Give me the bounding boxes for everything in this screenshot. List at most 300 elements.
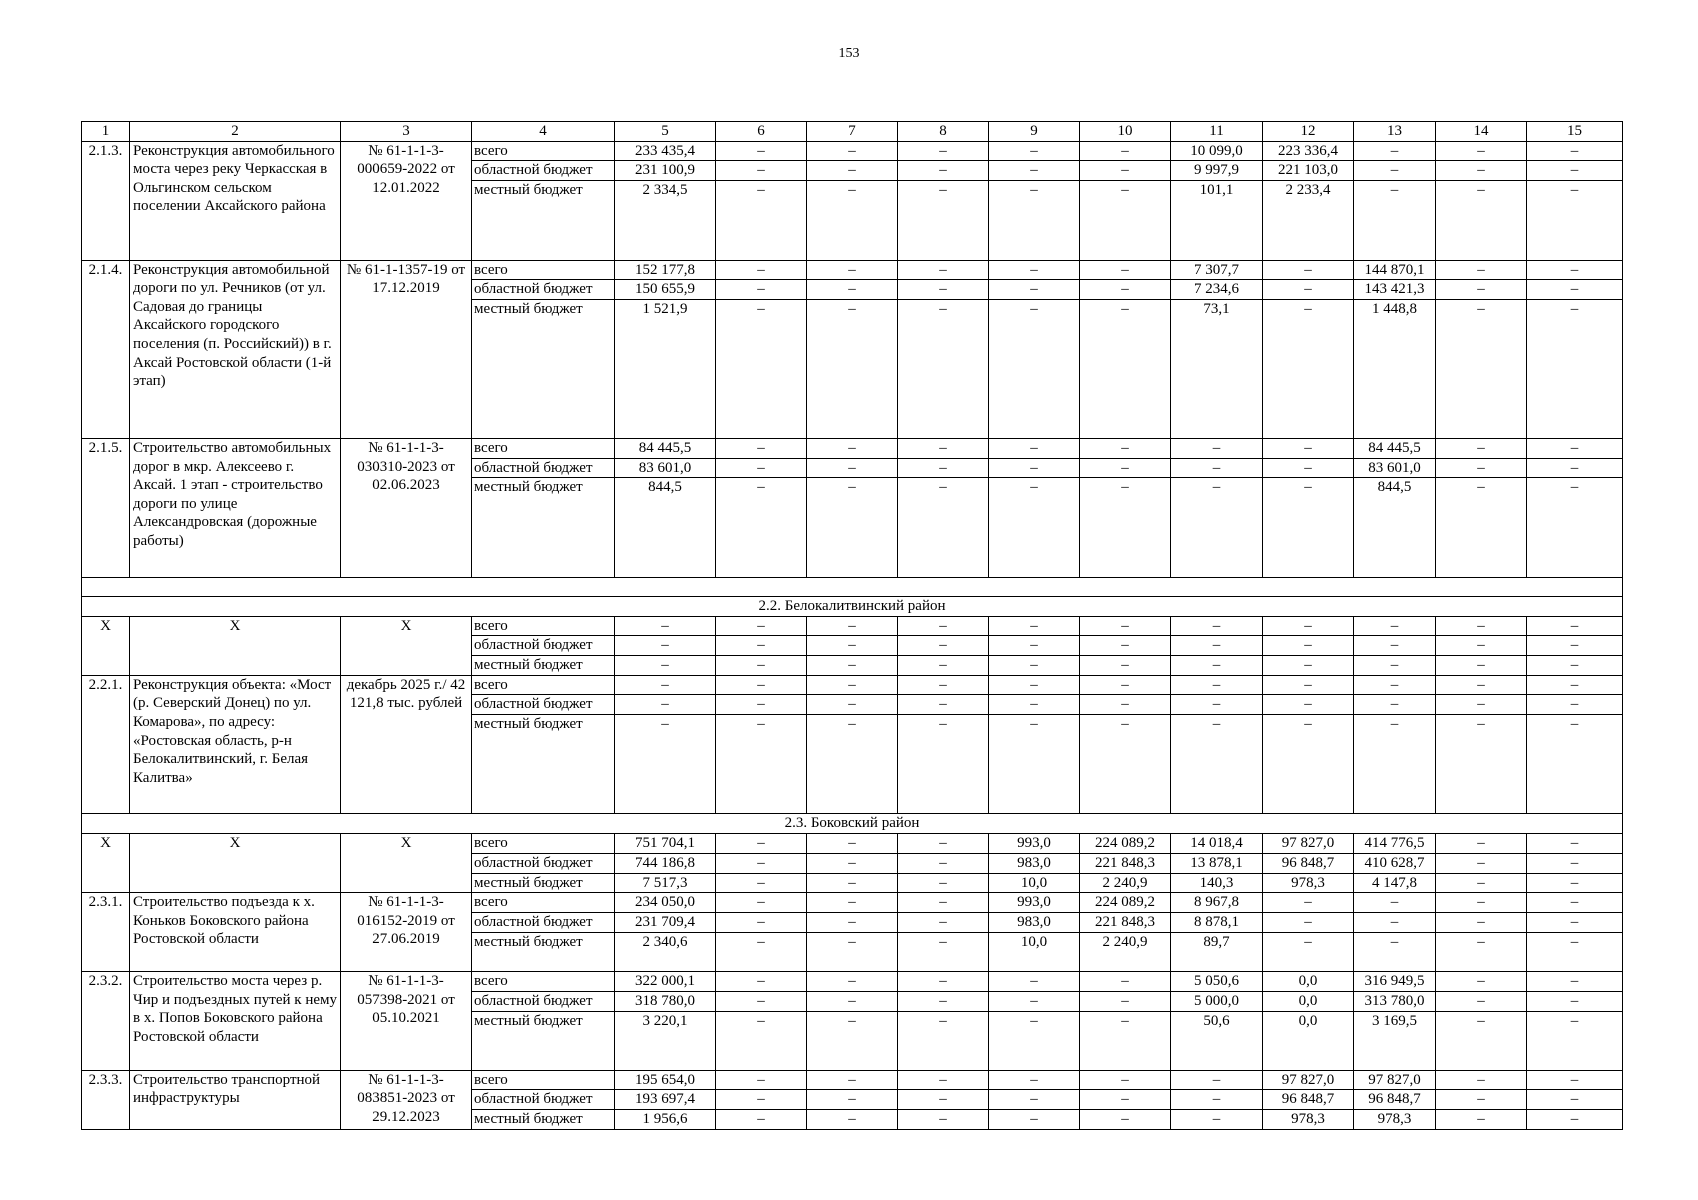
object-number: 2.2.1. [82, 675, 130, 813]
value-cell: 224 089,2 [1080, 893, 1171, 913]
value-cell: – [807, 280, 898, 300]
value-cell: – [716, 912, 807, 932]
value-cell: – [1354, 656, 1436, 676]
value-cell: – [1263, 478, 1354, 577]
value-cell: – [1080, 616, 1171, 636]
value-cell: 751 704,1 [615, 834, 716, 854]
value-cell: – [1171, 695, 1263, 715]
value-cell: – [716, 260, 807, 280]
value-cell: 7 234,6 [1171, 280, 1263, 300]
table-row [82, 675, 1623, 695]
value-cell: 4 147,8 [1354, 873, 1436, 893]
funding-source: областной бюджет [472, 1090, 615, 1110]
value-cell: – [807, 1110, 898, 1130]
value-cell: – [807, 695, 898, 715]
value-cell: – [1080, 438, 1171, 458]
value-cell: 1 956,6 [615, 1110, 716, 1130]
table-row [82, 834, 1623, 854]
value-cell: – [898, 675, 989, 695]
column-number-cell: 5 [615, 122, 716, 142]
value-cell: – [1527, 834, 1623, 854]
value-cell: – [1527, 299, 1623, 438]
value-cell: – [615, 675, 716, 695]
document-reference: № 61-1-1357-19 от 17.12.2019 [341, 260, 472, 438]
value-cell: – [898, 141, 989, 161]
value-cell: – [898, 695, 989, 715]
value-cell: 10 099,0 [1171, 141, 1263, 161]
funding-source: областной бюджет [472, 280, 615, 300]
value-cell: – [898, 181, 989, 261]
value-cell: 221 103,0 [1263, 161, 1354, 181]
value-cell: – [807, 675, 898, 695]
value-cell: – [807, 616, 898, 636]
value-cell: – [1527, 1110, 1623, 1130]
section-title: 2.3. Боковский район [82, 814, 1623, 834]
value-cell: – [716, 1090, 807, 1110]
value-cell: – [1354, 616, 1436, 636]
value-cell: – [1527, 260, 1623, 280]
value-cell: 83 601,0 [1354, 458, 1436, 478]
value-cell: – [1436, 834, 1527, 854]
funding-source: местный бюджет [472, 299, 615, 438]
funding-source: всего [472, 893, 615, 913]
value-cell: – [1527, 656, 1623, 676]
value-cell: – [898, 834, 989, 854]
value-cell: 89,7 [1171, 932, 1263, 972]
value-cell: – [1354, 181, 1436, 261]
object-number: X [82, 834, 130, 893]
funding-source: всего [472, 972, 615, 992]
value-cell: – [1436, 181, 1527, 261]
value-cell: – [989, 1011, 1080, 1070]
value-cell: – [989, 299, 1080, 438]
value-cell: – [1080, 991, 1171, 1011]
value-cell: – [1080, 695, 1171, 715]
value-cell: – [989, 280, 1080, 300]
value-cell: 10,0 [989, 932, 1080, 972]
funding-source: областной бюджет [472, 636, 615, 656]
value-cell: – [716, 181, 807, 261]
value-cell: – [1527, 675, 1623, 695]
value-cell: – [1527, 1090, 1623, 1110]
blank-cell [82, 577, 1623, 597]
value-cell: – [1263, 912, 1354, 932]
value-cell: – [716, 715, 807, 814]
value-cell: 9 997,9 [1171, 161, 1263, 181]
value-cell: 844,5 [1354, 478, 1436, 577]
table-row [82, 260, 1623, 280]
value-cell: 2 240,9 [1080, 873, 1171, 893]
value-cell: 8 967,8 [1171, 893, 1263, 913]
value-cell: – [1527, 161, 1623, 181]
object-name: Строительство моста через р. Чир и подъездных путей к нему в х. Попов Боковского района Ростовской области [130, 972, 341, 1070]
value-cell: – [1080, 972, 1171, 992]
value-cell: – [898, 715, 989, 814]
value-cell: – [989, 1090, 1080, 1110]
value-cell: 193 697,4 [615, 1090, 716, 1110]
value-cell: – [716, 972, 807, 992]
value-cell: – [989, 695, 1080, 715]
value-cell: – [716, 893, 807, 913]
funding-source: всего [472, 834, 615, 854]
value-cell: – [1080, 715, 1171, 814]
object-name: Строительство автомобильных дорог в мкр. Алексеево г. Аксай. 1 этап - строительство дороги по улице Александровская (дорожные работы) [130, 438, 341, 577]
value-cell: 844,5 [615, 478, 716, 577]
header-row [82, 122, 1623, 142]
value-cell: – [1171, 636, 1263, 656]
value-cell: – [1354, 161, 1436, 181]
value-cell: – [898, 972, 989, 992]
value-cell: – [898, 932, 989, 972]
value-cell: 143 421,3 [1354, 280, 1436, 300]
value-cell: 3 169,5 [1354, 1011, 1436, 1070]
object-number: 2.1.5. [82, 438, 130, 577]
value-cell: – [1263, 458, 1354, 478]
funding-source: всего [472, 260, 615, 280]
document-reference: № 61-1-1-3-083851-2023 от 29.12.2023 [341, 1070, 472, 1129]
value-cell: – [1080, 1070, 1171, 1090]
value-cell: – [1436, 458, 1527, 478]
table-row [82, 1070, 1623, 1090]
object-name: Реконструкция автомобильной дороги по ул. Речников (от ул. Садовая до границы Аксайского городского поселения (п. Российский)) в г. Аксай Ростовской области (1-й этап) [130, 260, 341, 438]
value-cell: – [1080, 478, 1171, 577]
value-cell: 96 848,7 [1354, 1090, 1436, 1110]
value-cell: – [1263, 656, 1354, 676]
value-cell: – [1527, 932, 1623, 972]
value-cell: – [898, 280, 989, 300]
value-cell: – [1354, 912, 1436, 932]
object-number: 2.1.4. [82, 260, 130, 438]
value-cell: 231 709,4 [615, 912, 716, 932]
value-cell: – [1527, 972, 1623, 992]
funding-source: местный бюджет [472, 1110, 615, 1130]
value-cell: – [716, 853, 807, 873]
value-cell: – [1527, 141, 1623, 161]
funding-source: всего [472, 616, 615, 636]
value-cell: 5 050,6 [1171, 972, 1263, 992]
value-cell: – [615, 695, 716, 715]
value-cell: – [1527, 695, 1623, 715]
value-cell: 322 000,1 [615, 972, 716, 992]
value-cell: 233 435,4 [615, 141, 716, 161]
value-cell: – [716, 161, 807, 181]
value-cell: – [1436, 1011, 1527, 1070]
value-cell: – [898, 438, 989, 458]
value-cell: – [1080, 1090, 1171, 1110]
value-cell: – [989, 675, 1080, 695]
document-reference: X [341, 616, 472, 675]
value-cell: – [1080, 1110, 1171, 1130]
funding-source: областной бюджет [472, 912, 615, 932]
value-cell: – [1436, 991, 1527, 1011]
value-cell: – [1436, 260, 1527, 280]
column-number-cell: 12 [1263, 122, 1354, 142]
value-cell: – [807, 715, 898, 814]
document-reference: № 61-1-1-3-000659-2022 от 12.01.2022 [341, 141, 472, 260]
value-cell: – [807, 1090, 898, 1110]
page-number: 153 [838, 46, 860, 61]
value-cell: – [807, 161, 898, 181]
value-cell: – [1263, 260, 1354, 280]
value-cell: – [1436, 932, 1527, 972]
value-cell: – [989, 458, 1080, 478]
value-cell: – [1263, 636, 1354, 656]
value-cell: – [1080, 141, 1171, 161]
value-cell: 2 233,4 [1263, 181, 1354, 261]
value-cell: – [716, 636, 807, 656]
value-cell: 150 655,9 [615, 280, 716, 300]
value-cell: 221 848,3 [1080, 853, 1171, 873]
value-cell: – [1354, 715, 1436, 814]
object-number: 2.1.3. [82, 141, 130, 260]
value-cell: – [807, 181, 898, 261]
document-reference: № 61-1-1-3-030310-2023 от 02.06.2023 [341, 438, 472, 577]
value-cell: 983,0 [989, 853, 1080, 873]
value-cell: 410 628,7 [1354, 853, 1436, 873]
value-cell: 0,0 [1263, 972, 1354, 992]
value-cell: – [1436, 715, 1527, 814]
value-cell: – [898, 853, 989, 873]
funding-source: местный бюджет [472, 478, 615, 577]
value-cell: – [1263, 438, 1354, 458]
value-cell: 978,3 [1263, 873, 1354, 893]
value-cell: – [807, 912, 898, 932]
value-cell: 978,3 [1263, 1110, 1354, 1130]
column-number-cell: 1 [82, 122, 130, 142]
value-cell: – [989, 438, 1080, 458]
value-cell: 2 240,9 [1080, 932, 1171, 972]
value-cell: – [716, 478, 807, 577]
value-cell: – [1436, 1110, 1527, 1130]
value-cell: – [1527, 616, 1623, 636]
value-cell: – [716, 141, 807, 161]
value-cell: – [1436, 972, 1527, 992]
value-cell: 97 827,0 [1263, 1070, 1354, 1090]
document-reference: № 61-1-1-3-016152-2019 от 27.06.2019 [341, 893, 472, 972]
value-cell: – [716, 991, 807, 1011]
value-cell: – [989, 636, 1080, 656]
value-cell: – [1527, 458, 1623, 478]
value-cell: – [898, 873, 989, 893]
value-cell: – [716, 438, 807, 458]
value-cell: – [989, 656, 1080, 676]
value-cell: – [1436, 675, 1527, 695]
value-cell: – [1354, 932, 1436, 972]
value-cell: – [1436, 912, 1527, 932]
value-cell: 1 521,9 [615, 299, 716, 438]
value-cell: – [1171, 675, 1263, 695]
value-cell: 223 336,4 [1263, 141, 1354, 161]
value-cell: 2 340,6 [615, 932, 716, 972]
value-cell: – [898, 1011, 989, 1070]
blank-row [82, 577, 1623, 597]
value-cell: – [898, 260, 989, 280]
value-cell: – [898, 299, 989, 438]
value-cell: – [1527, 715, 1623, 814]
value-cell: – [1171, 616, 1263, 636]
value-cell: – [1436, 438, 1527, 458]
value-cell: – [989, 715, 1080, 814]
object-name: X [130, 834, 341, 893]
value-cell: 14 018,4 [1171, 834, 1263, 854]
value-cell: 101,1 [1171, 181, 1263, 261]
value-cell: – [1263, 893, 1354, 913]
value-cell: – [1527, 873, 1623, 893]
value-cell: – [1171, 438, 1263, 458]
value-cell: – [1436, 616, 1527, 636]
value-cell: – [1171, 1090, 1263, 1110]
value-cell: – [898, 478, 989, 577]
object-number: 2.3.3. [82, 1070, 130, 1129]
value-cell: – [1436, 299, 1527, 438]
value-cell: – [989, 991, 1080, 1011]
value-cell: – [1263, 675, 1354, 695]
value-cell: – [898, 636, 989, 656]
funding-source: всего [472, 675, 615, 695]
value-cell: – [1263, 932, 1354, 972]
value-cell: – [1171, 478, 1263, 577]
value-cell: 96 848,7 [1263, 853, 1354, 873]
object-number: 2.3.2. [82, 972, 130, 1070]
value-cell: – [898, 656, 989, 676]
value-cell: 10,0 [989, 873, 1080, 893]
value-cell: – [1436, 141, 1527, 161]
funding-source: всего [472, 141, 615, 161]
value-cell: 84 445,5 [615, 438, 716, 458]
value-cell: – [1080, 675, 1171, 695]
table-row [82, 893, 1623, 913]
value-cell: – [1436, 161, 1527, 181]
value-cell: – [716, 616, 807, 636]
value-cell: – [807, 260, 898, 280]
value-cell: – [1527, 478, 1623, 577]
column-number-cell: 4 [472, 122, 615, 142]
value-cell: – [807, 834, 898, 854]
value-cell: – [1527, 991, 1623, 1011]
value-cell: – [1080, 260, 1171, 280]
value-cell: – [989, 1110, 1080, 1130]
value-cell: – [1354, 893, 1436, 913]
value-cell: – [1436, 873, 1527, 893]
value-cell: 50,6 [1171, 1011, 1263, 1070]
value-cell: 96 848,7 [1263, 1090, 1354, 1110]
value-cell: 97 827,0 [1263, 834, 1354, 854]
value-cell: – [1436, 893, 1527, 913]
value-cell: – [1354, 695, 1436, 715]
value-cell: 0,0 [1263, 1011, 1354, 1070]
value-cell: – [898, 161, 989, 181]
value-cell: – [716, 873, 807, 893]
budget-table [81, 121, 1623, 1130]
value-cell: – [1527, 280, 1623, 300]
value-cell: – [807, 299, 898, 438]
value-cell: – [1263, 695, 1354, 715]
value-cell: 144 870,1 [1354, 260, 1436, 280]
value-cell: 7 307,7 [1171, 260, 1263, 280]
value-cell: 414 776,5 [1354, 834, 1436, 854]
value-cell: – [1263, 299, 1354, 438]
value-cell: – [807, 1011, 898, 1070]
value-cell: 978,3 [1354, 1110, 1436, 1130]
value-cell: 13 878,1 [1171, 853, 1263, 873]
column-number-cell: 10 [1080, 122, 1171, 142]
column-number-cell: 11 [1171, 122, 1263, 142]
funding-source: всего [472, 438, 615, 458]
value-cell: 221 848,3 [1080, 912, 1171, 932]
value-cell: 83 601,0 [615, 458, 716, 478]
value-cell: 993,0 [989, 834, 1080, 854]
value-cell: – [807, 636, 898, 656]
value-cell: – [615, 616, 716, 636]
value-cell: 993,0 [989, 893, 1080, 913]
value-cell: – [989, 616, 1080, 636]
value-cell: – [807, 893, 898, 913]
funding-source: областной бюджет [472, 853, 615, 873]
value-cell: – [1527, 1011, 1623, 1070]
column-number-cell: 15 [1527, 122, 1623, 142]
column-number-cell: 14 [1436, 122, 1527, 142]
value-cell: – [898, 458, 989, 478]
value-cell: – [898, 1090, 989, 1110]
value-cell: – [1080, 299, 1171, 438]
value-cell: – [1527, 912, 1623, 932]
value-cell: – [1171, 1070, 1263, 1090]
value-cell: – [807, 656, 898, 676]
value-cell: 231 100,9 [615, 161, 716, 181]
value-cell: – [716, 299, 807, 438]
value-cell: – [1080, 280, 1171, 300]
object-name: Строительство подъезда к х. Коньков Боковского района Ростовской области [130, 893, 341, 972]
value-cell: – [898, 912, 989, 932]
value-cell: – [1436, 478, 1527, 577]
value-cell: – [898, 991, 989, 1011]
funding-source: местный бюджет [472, 1011, 615, 1070]
value-cell: – [1436, 1090, 1527, 1110]
section-row [82, 597, 1623, 617]
value-cell: – [898, 616, 989, 636]
value-cell: – [989, 478, 1080, 577]
column-number-cell: 7 [807, 122, 898, 142]
value-cell: – [1527, 893, 1623, 913]
value-cell: – [1080, 181, 1171, 261]
funding-source: областной бюджет [472, 991, 615, 1011]
value-cell: – [1436, 280, 1527, 300]
value-cell: – [989, 181, 1080, 261]
value-cell: 73,1 [1171, 299, 1263, 438]
value-cell: 8 878,1 [1171, 912, 1263, 932]
document-reference: X [341, 834, 472, 893]
funding-source: областной бюджет [472, 458, 615, 478]
value-cell: – [989, 141, 1080, 161]
funding-source: местный бюджет [472, 656, 615, 676]
value-cell: – [1527, 181, 1623, 261]
object-number: 2.3.1. [82, 893, 130, 972]
value-cell: 152 177,8 [615, 260, 716, 280]
value-cell: – [989, 260, 1080, 280]
value-cell: – [807, 1070, 898, 1090]
object-name: Строительство транспортной инфраструктуры [130, 1070, 341, 1129]
value-cell: 983,0 [989, 912, 1080, 932]
value-cell: 744 186,8 [615, 853, 716, 873]
value-cell: 0,0 [1263, 991, 1354, 1011]
value-cell: – [716, 695, 807, 715]
section-title: 2.2. Белокалитвинский район [82, 597, 1623, 617]
value-cell: 5 000,0 [1171, 991, 1263, 1011]
column-number-cell: 9 [989, 122, 1080, 142]
value-cell: – [1527, 853, 1623, 873]
value-cell: – [1527, 636, 1623, 656]
section-row [82, 814, 1623, 834]
